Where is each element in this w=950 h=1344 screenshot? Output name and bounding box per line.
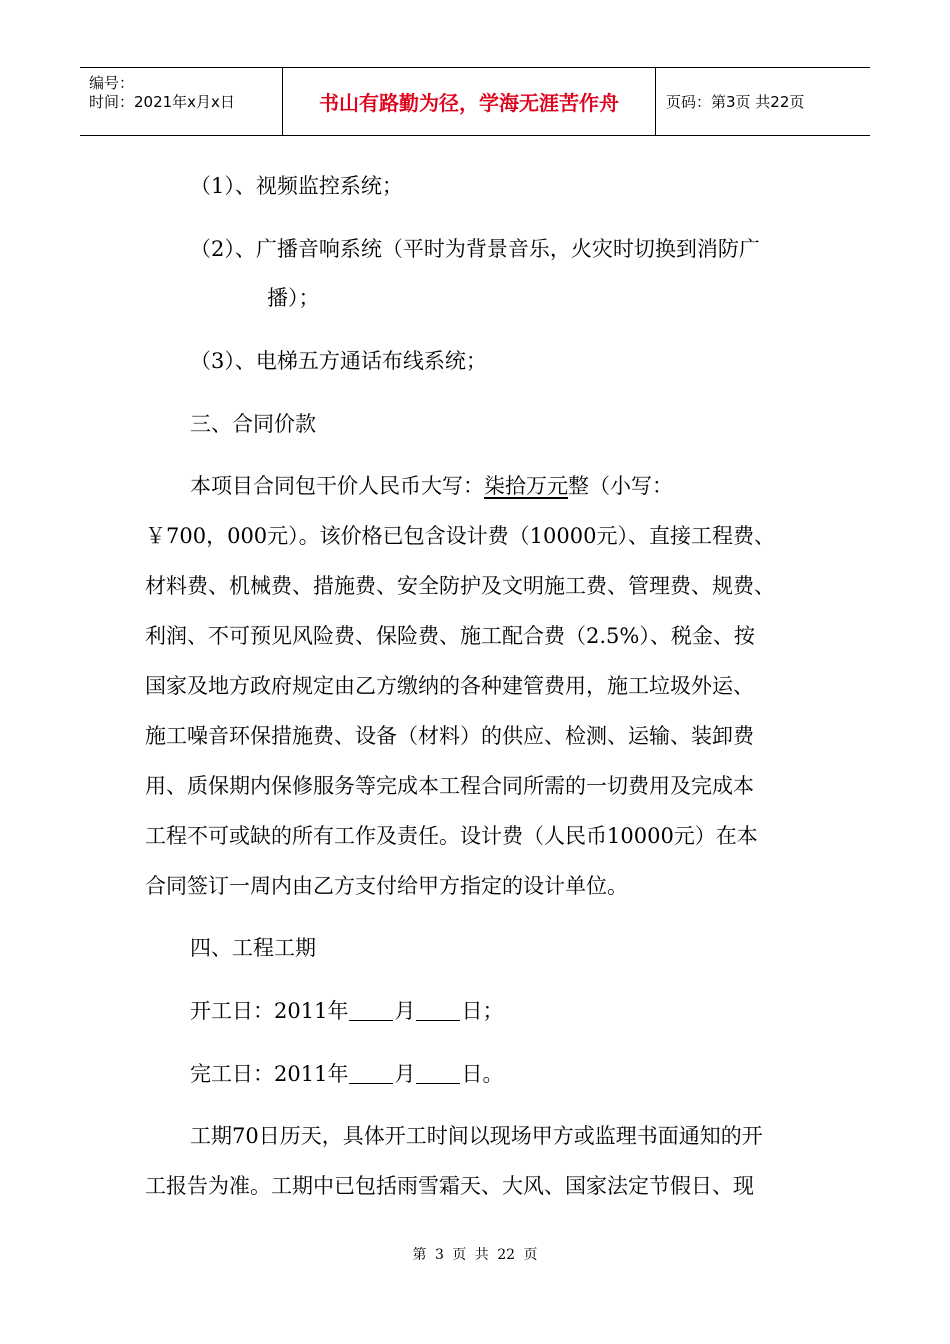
paragraph-line: 合同签订一周内由乙方支付给甲方指定的设计单位。 xyxy=(145,874,628,898)
section-title-schedule: 四、工程工期 xyxy=(190,936,316,960)
end-month-blank xyxy=(349,1061,393,1084)
end-date-prefix: 完工日：2011年 xyxy=(190,1062,349,1086)
section-title-contract-price: 三、合同价款 xyxy=(190,412,316,436)
paragraph-schedule-line-2: 工报告为准。工期中已包括雨雪霜天、大风、国家法定节假日、现 xyxy=(145,1174,754,1198)
end-day-blank xyxy=(416,1061,460,1084)
start-month-blank xyxy=(349,998,393,1021)
header-meta xyxy=(80,68,283,135)
end-date-line xyxy=(190,1059,503,1089)
price-suffix: 整（小写： xyxy=(568,474,673,498)
start-month-label: 月 xyxy=(394,999,416,1023)
header-motto: 书山有路勤为径，学海无涯苦作舟 xyxy=(283,68,656,135)
end-day-label: 日。 xyxy=(461,1062,504,1086)
start-date-prefix: 开工日：2011年 xyxy=(190,999,349,1023)
paragraph-line: 用、质保期内保修服务等完成本工程合同所需的一切费用及完成本 xyxy=(145,774,754,798)
price-amount-uppercase: 柒拾万元 xyxy=(484,474,568,498)
header-page-info: 页码：第3页 共22页 xyxy=(666,93,805,111)
list-item-2-line-1: （2）、广播音响系统（平时为背景音乐，火灾时切换到消防广 xyxy=(190,237,760,261)
paragraph-line: 国家及地方政府规定由乙方缴纳的各种建管费用，施工垃圾外运、 xyxy=(145,674,754,698)
paragraph-line: 材料费、机械费、措施费、安全防护及文明施工费、管理费、规费、 xyxy=(145,574,775,598)
paragraph-line: ￥700，000元）。该价格已包含设计费（10000元）、直接工程费、 xyxy=(145,524,775,548)
page-header xyxy=(80,67,870,136)
paragraph-line: 施工噪音环保措施费、设备（材料）的供应、检测、运输、装卸费 xyxy=(145,724,754,748)
start-day-blank xyxy=(416,998,460,1021)
paragraph-price-first-line xyxy=(190,471,673,501)
start-day-label: 日； xyxy=(461,999,504,1023)
page-footer: 第 3 页 共 22 页 xyxy=(412,1247,538,1263)
paragraph-schedule-line-1: 工期70日历天，具体开工时间以现场甲方或监理书面通知的开 xyxy=(190,1124,763,1148)
doc-time-label: 时间：2021年x月x日 xyxy=(89,93,235,111)
end-month-label: 月 xyxy=(394,1062,416,1086)
paragraph-line: 工程不可或缺的所有工作及责任。设计费（人民币10000元）在本 xyxy=(145,824,758,848)
list-item-2-line-2: 播）； xyxy=(267,286,320,310)
paragraph-line: 利润、不可预见风险费、保险费、施工配合费（2.5%）、税金、按 xyxy=(145,624,755,648)
start-date-line xyxy=(190,996,503,1026)
list-item-1: （1）、视频监控系统； xyxy=(190,174,403,198)
price-prefix: 本项目合同包干价人民币大写： xyxy=(190,474,484,498)
list-item-3: （3）、电梯五方通话布线系统； xyxy=(190,349,487,373)
doc-number-label: 编号： xyxy=(89,74,135,92)
